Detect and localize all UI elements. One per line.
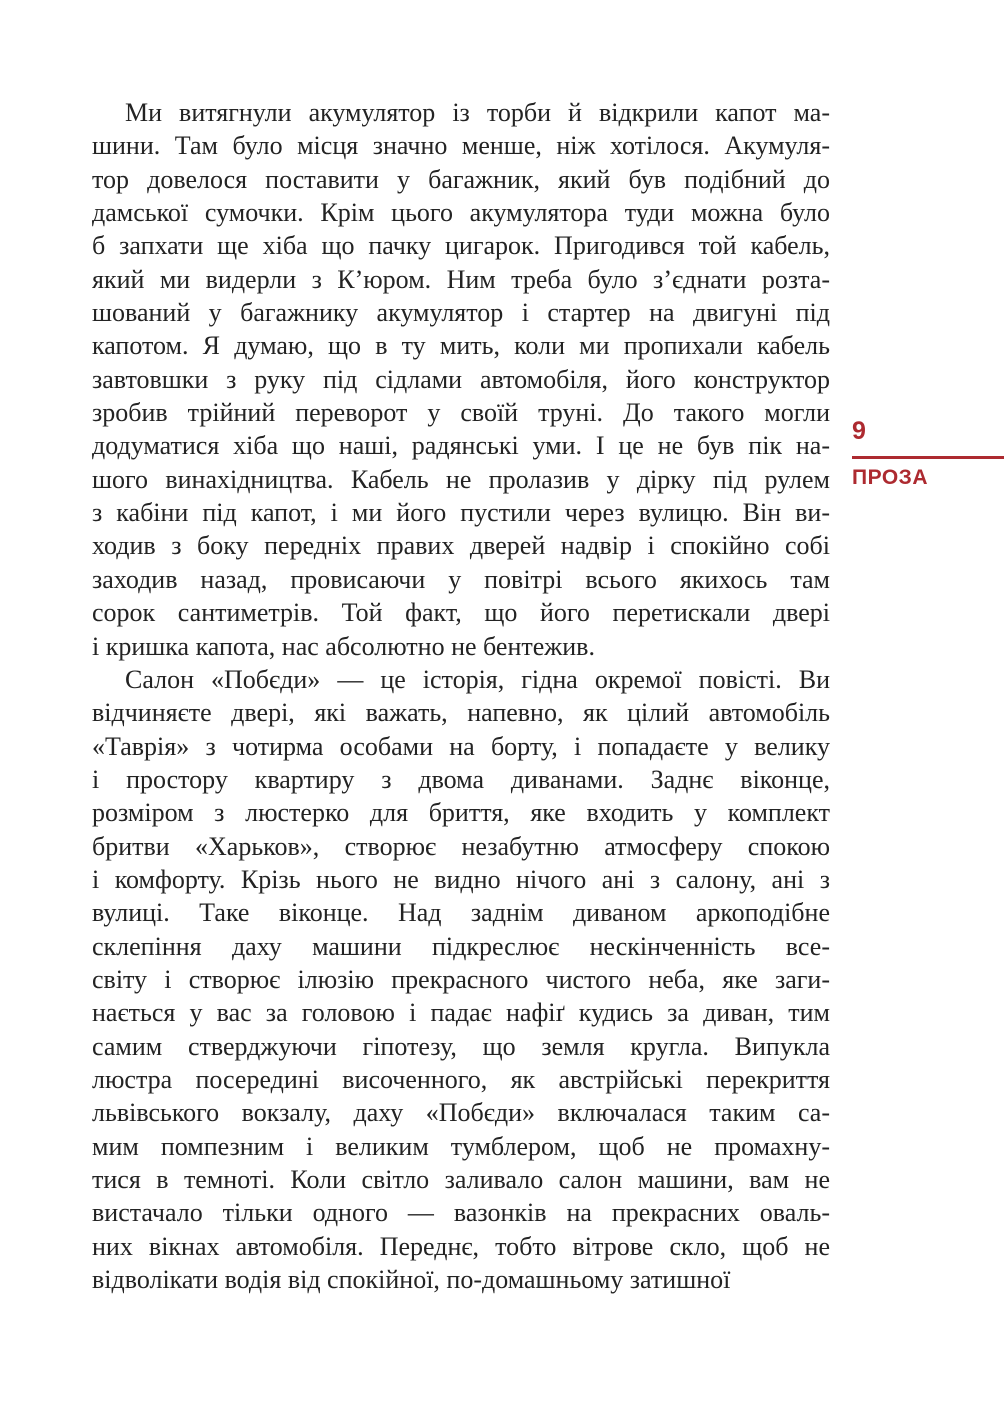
text-line: який ми видерли з К’юром. Ним треба було з’єднати розта- [92, 264, 830, 294]
text-line: ходив з боку передніх правих дверей надвір і спокійно собі [92, 531, 830, 561]
text-line: завтовшки з руку під сідлами автомобіля, його конструктор [92, 364, 830, 394]
paragraph [92, 96, 830, 663]
paragraph [92, 663, 830, 1297]
text-line: львівського вокзалу, даху «Побєди» включалася таким са- [92, 1098, 830, 1128]
text-line: і комфорту. Крізь нього не видно нічого ані з салону, ані з [92, 864, 830, 894]
text-line: і кришка капота, нас абсолютно не бентежив. [92, 631, 595, 661]
text-line: вулиці. Таке віконце. Над заднім диваном аркоподібне [92, 898, 830, 928]
text-line: світу і створює ілюзію прекрасного чистого неба, яке заги- [92, 964, 830, 994]
text-line: сорок сантиметрів. Той факт, що його перетискали двері [92, 598, 830, 628]
text-line: них вікнах автомобіля. Переднє, тобто вітрове скло, щоб не [92, 1231, 830, 1261]
text-line: шований у багажнику акумулятор і стартер на двигуні під [92, 298, 830, 328]
text-line: Салон «Побєди» — це історія, гідна окремої повісті. Ви [125, 664, 830, 694]
text-line: тор довелося поставити у багажник, який був подібний до [92, 164, 830, 194]
text-line: люстра посередині височенного, як австрійські перекриття [92, 1064, 830, 1094]
section-label: ПРОЗА [852, 466, 928, 489]
text-line: вистачало тільки одного — вазонків на прекрасних оваль- [92, 1198, 830, 1228]
text-line: склепіння даху машини підкреслює нескінченність все- [92, 931, 830, 961]
text-line: шого винахідництва. Кабель не пролазив у дірку під рулем [92, 464, 830, 494]
page-margin [852, 0, 1004, 1418]
prose-text [92, 96, 830, 1296]
text-line: відволікати водія від спокійної, по-домашньому затишної [92, 1265, 731, 1295]
text-line: заходив назад, провисаючи у повітрі всього якихось там [92, 564, 830, 594]
text-line: нається у вас за головою і падає нафіґ кудись за диван, тим [92, 998, 830, 1028]
text-line: бритви «Харьков», створює незабутню атмосферу спокою [92, 831, 830, 861]
text-line: шини. Там було місця значно менше, ніж хотілося. Акумуля- [92, 131, 830, 161]
text-line: зробив трійний переворот у своїй труні. До такого могли [92, 398, 830, 428]
red-rule [852, 456, 1004, 459]
text-line: Ми витягнули акумулятор із торби й відкрили капот ма- [125, 98, 830, 127]
page-number: 9 [852, 417, 866, 445]
text-line: мим помпезним і великим тумблером, щоб не промахну- [92, 1131, 830, 1161]
text-line: «Таврія» з чотирма особами на борту, і попадаєте у велику [92, 731, 830, 761]
text-line: тися в темноті. Коли світло заливало салон машини, вам не [92, 1165, 830, 1194]
text-line: з кабіни під капот, і ми його пустили через вулицю. Він ви- [92, 498, 830, 528]
text-line: додуматися хіба що наші, радянські уми. І це не був пік на- [92, 431, 830, 461]
text-line: розміром з люстерко для бриття, яке входить у комплект [92, 798, 830, 828]
text-line: і простору квартиру з двома диванами. Заднє віконце, [92, 764, 830, 794]
text-line: б запхати ще хіба що пачку цигарок. Пригодився той кабель, [92, 231, 830, 261]
text-line: капотом. Я думаю, що в ту мить, коли ми пропихали кабель [92, 331, 830, 361]
text-line: відчиняєте двері, які важать, напевно, як цілий автомобіль [92, 698, 830, 728]
text-line: дамської сумочки. Крім цього акумулятора туди можна було [92, 198, 830, 228]
text-line: самим стверджуючи гіпотезу, що земля кругла. Випукла [92, 1031, 830, 1061]
